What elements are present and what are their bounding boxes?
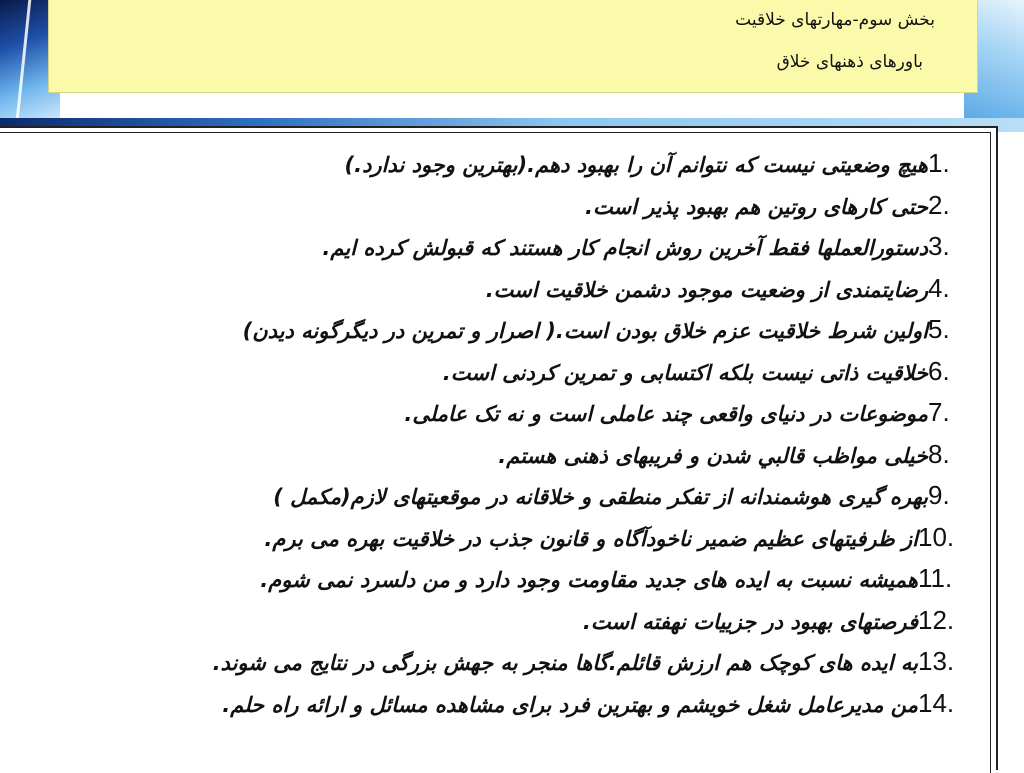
list-item bbox=[0, 268, 976, 310]
item-text: بهره گیری هوشمندانه از تفکر منطقی و خلاقانه در موقعیتهای لازم(مکمل ) bbox=[273, 485, 928, 509]
list-item bbox=[0, 558, 976, 600]
item-text: خلاقیت ذاتی نیست بلکه اکتسابی و تمرین کردنی است. bbox=[442, 360, 928, 385]
item-text: دستورالعملها فقط آخرین روش انجام کار هستند که قبولش کرده ایم. bbox=[322, 236, 928, 260]
item-number: 14. bbox=[918, 687, 955, 718]
item-number: 2. bbox=[928, 189, 950, 220]
list-item bbox=[0, 600, 976, 642]
item-number: 7. bbox=[928, 397, 950, 427]
item-text: خیلی مواظب قالبي شدن و فریبهای ذهنی هستم. bbox=[498, 443, 928, 468]
item-text: موضوعات در دنیای واقعی چند عاملی است و نه تک عاملی. bbox=[404, 402, 928, 426]
beliefs-list bbox=[0, 143, 976, 724]
item-text: فرصتهای بهبود در جزییات نهفته است. bbox=[582, 609, 918, 634]
item-text: به ایده های کوچک هم ارزش قائلم.گاها منجر به جهش بزرگی در نتایج می شوند. bbox=[212, 651, 918, 675]
item-number: 8. bbox=[928, 438, 950, 469]
content-inner-frame bbox=[0, 132, 991, 773]
list-item bbox=[0, 683, 976, 725]
list-item bbox=[0, 143, 976, 185]
item-number: 11. bbox=[918, 563, 953, 593]
item-text: من مدیرعامل شغل خویشم و بهترین فرد برای مشاهده مسائل و ارائه راه حلم. bbox=[222, 692, 918, 717]
item-text: حتی کارهای روتین هم بهبود پذیر است. bbox=[584, 194, 928, 219]
item-number: 13. bbox=[918, 646, 955, 676]
item-text: رضایتمندی از وضعیت موجود دشمن خلاقیت است. bbox=[485, 277, 928, 302]
item-number: 1. bbox=[928, 148, 950, 178]
item-number: 6. bbox=[928, 355, 950, 386]
item-text: اولین شرط خلاقیت عزم خلاق بودن است.( اصرار و تمرین در دیگرگونه دیدن) bbox=[242, 319, 928, 343]
slide-subtitle: باورهای ذهنهای خلاق bbox=[776, 52, 923, 72]
item-number: 12. bbox=[918, 604, 955, 635]
slide-title: بخش سوم-مهارتهای خلاقیت bbox=[735, 10, 935, 30]
list-item bbox=[0, 185, 976, 227]
item-text: هیچ وضعیتی نیست که نتوانم آن را بهبود دهم.(بهترین وجود ندارد.) bbox=[344, 153, 928, 177]
list-item bbox=[0, 226, 976, 268]
item-number: 9. bbox=[928, 480, 950, 510]
content-frame bbox=[0, 126, 998, 770]
item-number: 10. bbox=[918, 521, 955, 552]
list-item bbox=[0, 641, 976, 683]
item-number: 5. bbox=[928, 314, 950, 344]
item-text: همیشه نسبت به ایده های جدید مقاومت وجود دارد و من دلسرد نمی شوم. bbox=[260, 568, 918, 592]
list-item bbox=[0, 309, 976, 351]
list-item bbox=[0, 392, 976, 434]
title-box bbox=[48, 0, 978, 93]
list-item bbox=[0, 517, 976, 559]
list-item bbox=[0, 475, 976, 517]
list-item bbox=[0, 351, 976, 393]
light-streak bbox=[16, 0, 32, 120]
item-text: از ظرفیتهای عظیم ضمیر ناخودآگاه و قانون جذب در خلاقیت بهره می برم. bbox=[264, 526, 918, 551]
item-number: 4. bbox=[928, 272, 950, 303]
list-item bbox=[0, 434, 976, 476]
item-number: 3. bbox=[928, 231, 950, 261]
